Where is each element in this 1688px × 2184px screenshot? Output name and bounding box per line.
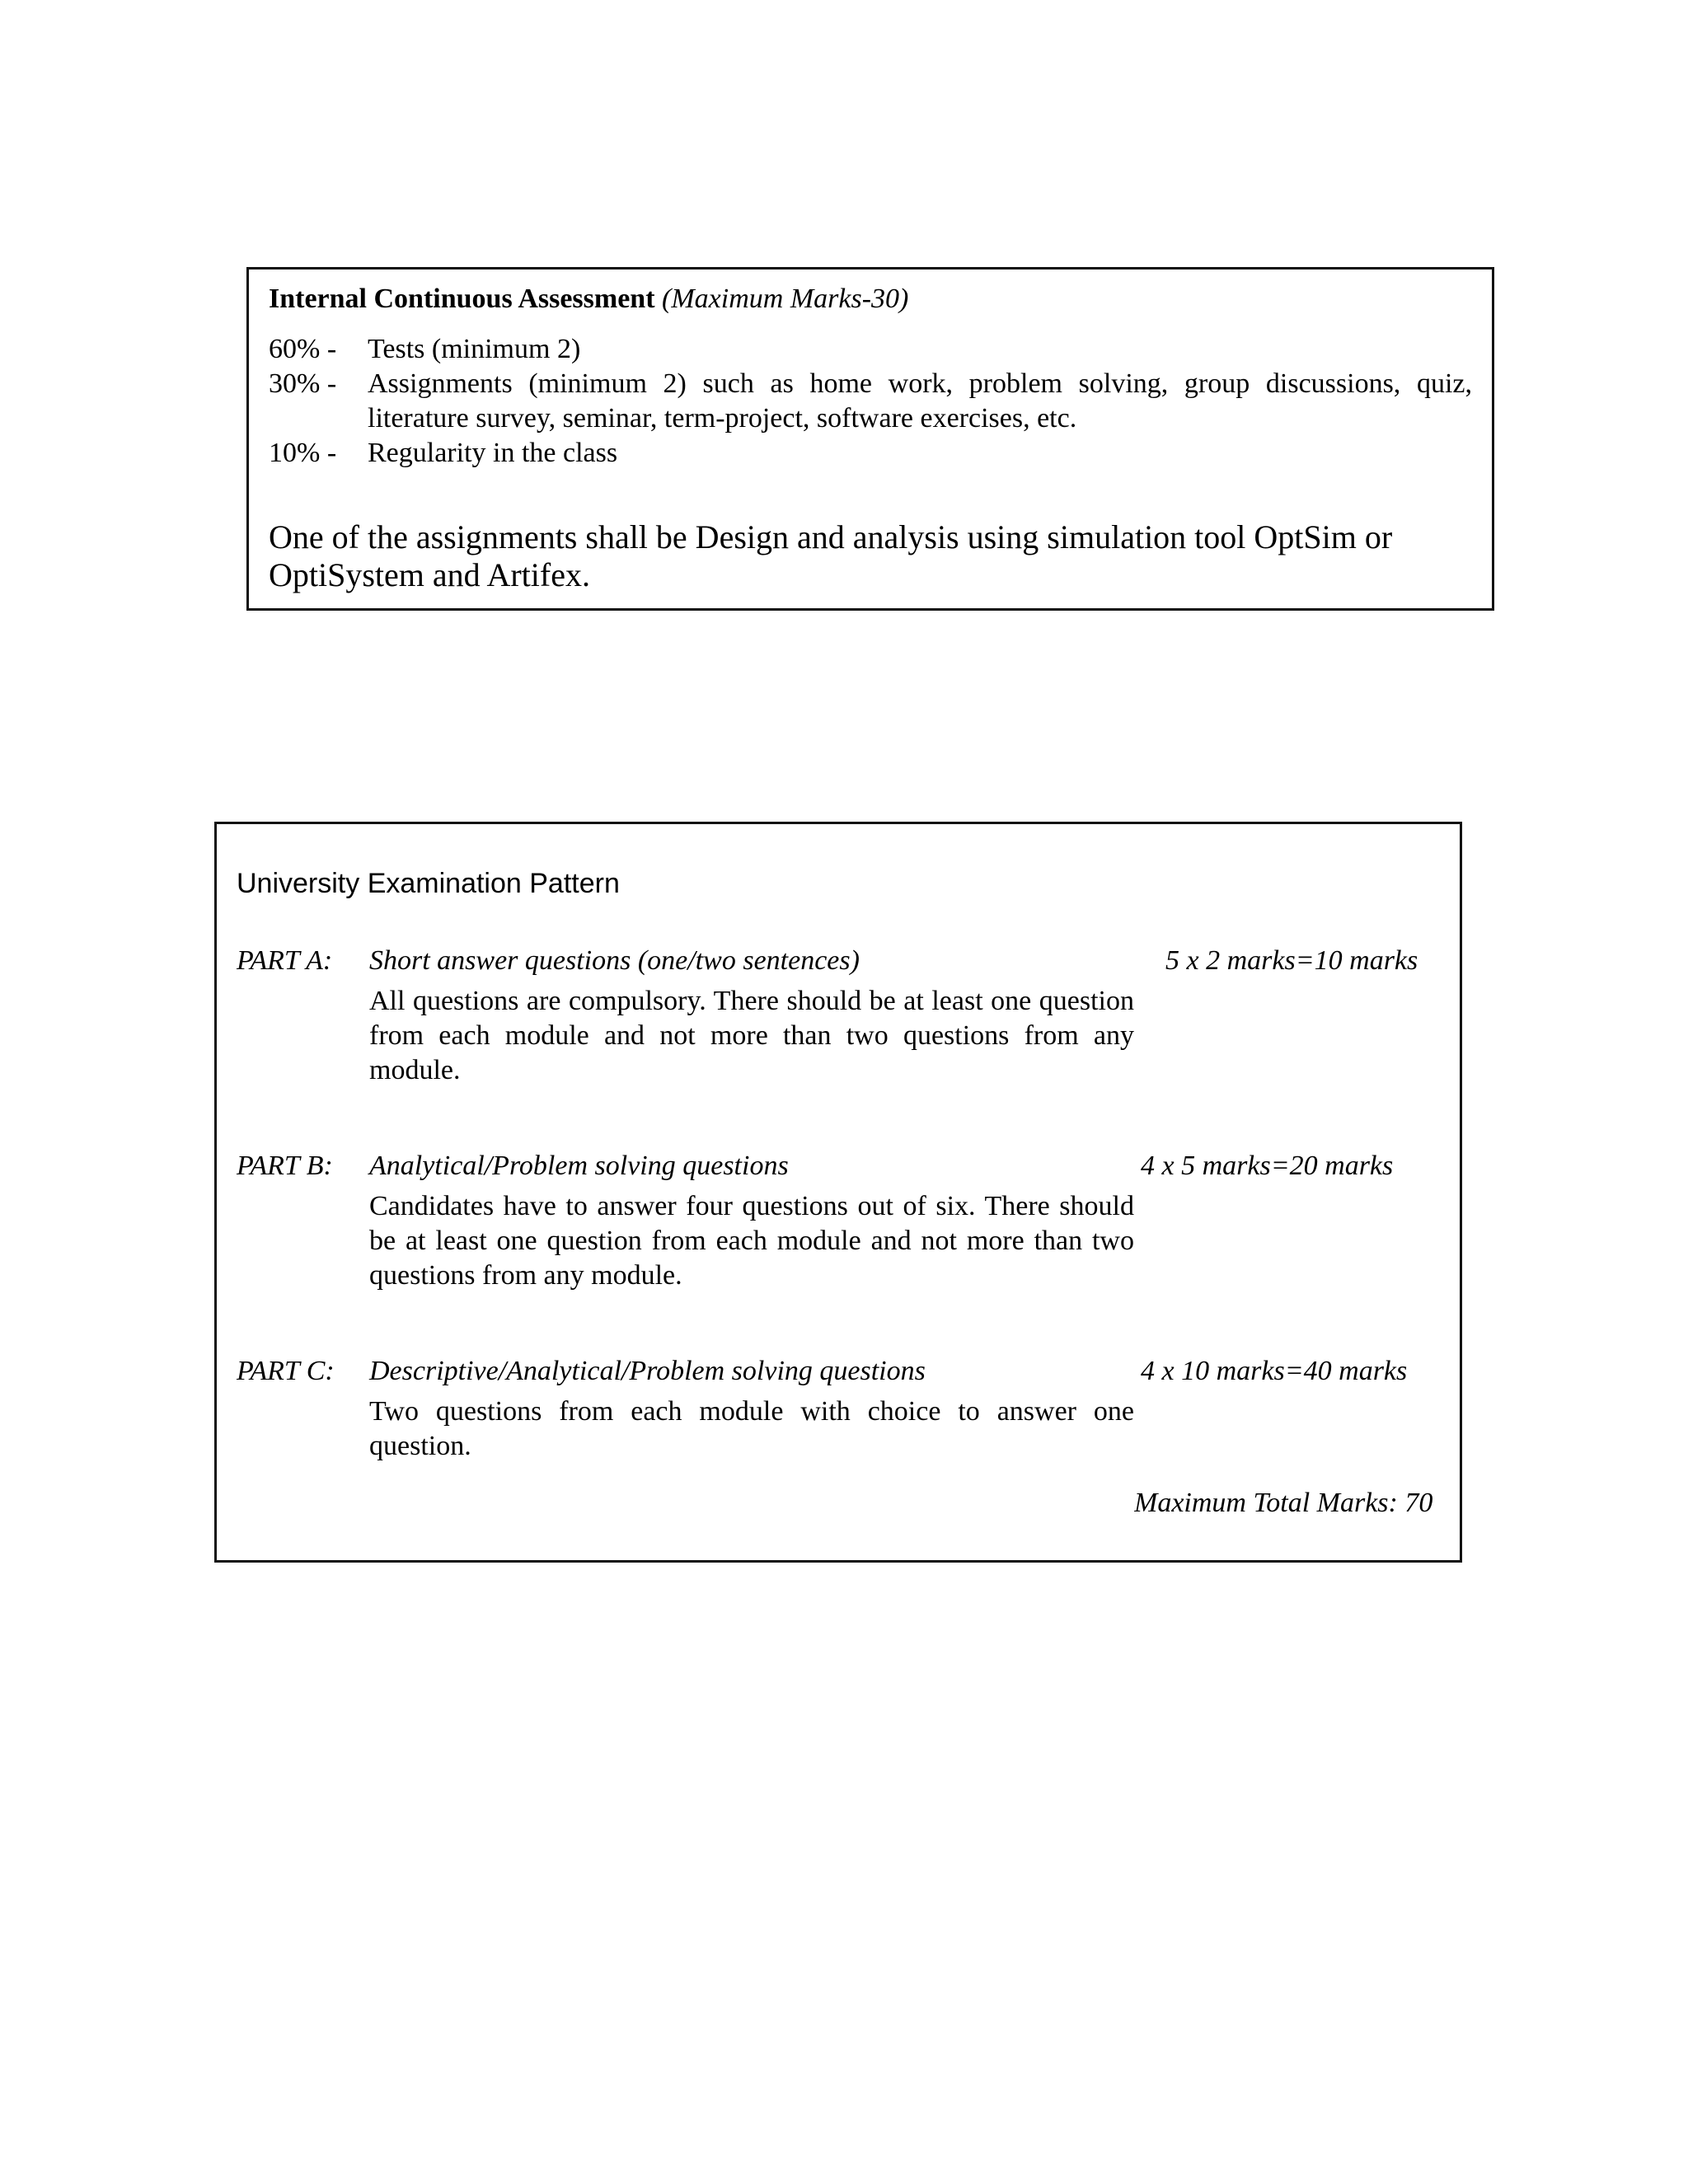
part-description: Two questions from each module with choice to answer one question. [369,1396,1134,1461]
part-description: Candidates have to answer four questions out of six. There should be at least one question from each module and not more than two questions from any module. [369,1191,1134,1291]
part-label: PART A: [237,945,333,976]
part-heading: Descriptive/Analytical/Problem solving questions [369,1356,926,1386]
part-marks: 5 x 2 marks=10 marks [1165,945,1418,976]
part-label: PART C: [237,1356,335,1386]
internal-assessment-box [246,267,1494,611]
assessment-item-percent: 60% - [269,334,337,364]
internal-assessment-title [269,281,908,317]
part-description: All questions are compulsory. There should be at least one question from each module and not more than two questions from any module. [369,986,1134,1085]
maximum-total-marks: Maximum Total Marks: 70 [1134,1488,1433,1518]
assessment-item-percent: 30% - [269,368,337,399]
part-label: PART B: [237,1151,333,1181]
part-heading: Analytical/Problem solving questions [369,1151,789,1181]
assignment-simulation-note: One of the assignments shall be Design and analysis using simulation tool OptSim or OptiSystem and Artifex. [269,518,1393,593]
internal-assessment-title-bold: Internal Continuous Assessment [269,284,655,314]
part-marks: 4 x 5 marks=20 marks [1141,1151,1394,1181]
part-heading: Short answer questions (one/two sentences) [369,945,860,976]
exam-pattern-box [214,822,1462,1563]
internal-assessment-max-marks: (Maximum Marks-30) [662,284,909,314]
assessment-item-text: Assignments (minimum 2) such as home work, problem solving, group discussions, quiz, literature survey, seminar, term-project, software exercises, etc. [368,368,1472,434]
assessment-item-text: Regularity in the class [368,438,618,468]
assessment-item-assignments [269,367,1472,436]
assessment-item-tests [269,332,1472,367]
part-marks: 4 x 10 marks=40 marks [1141,1356,1408,1386]
assessment-item-text: Tests (minimum 2) [368,334,581,364]
assessment-item-percent: 10% - [269,438,337,468]
assessment-item-regularity [269,436,1472,471]
exam-pattern-title: University Examination Pattern [237,868,620,899]
